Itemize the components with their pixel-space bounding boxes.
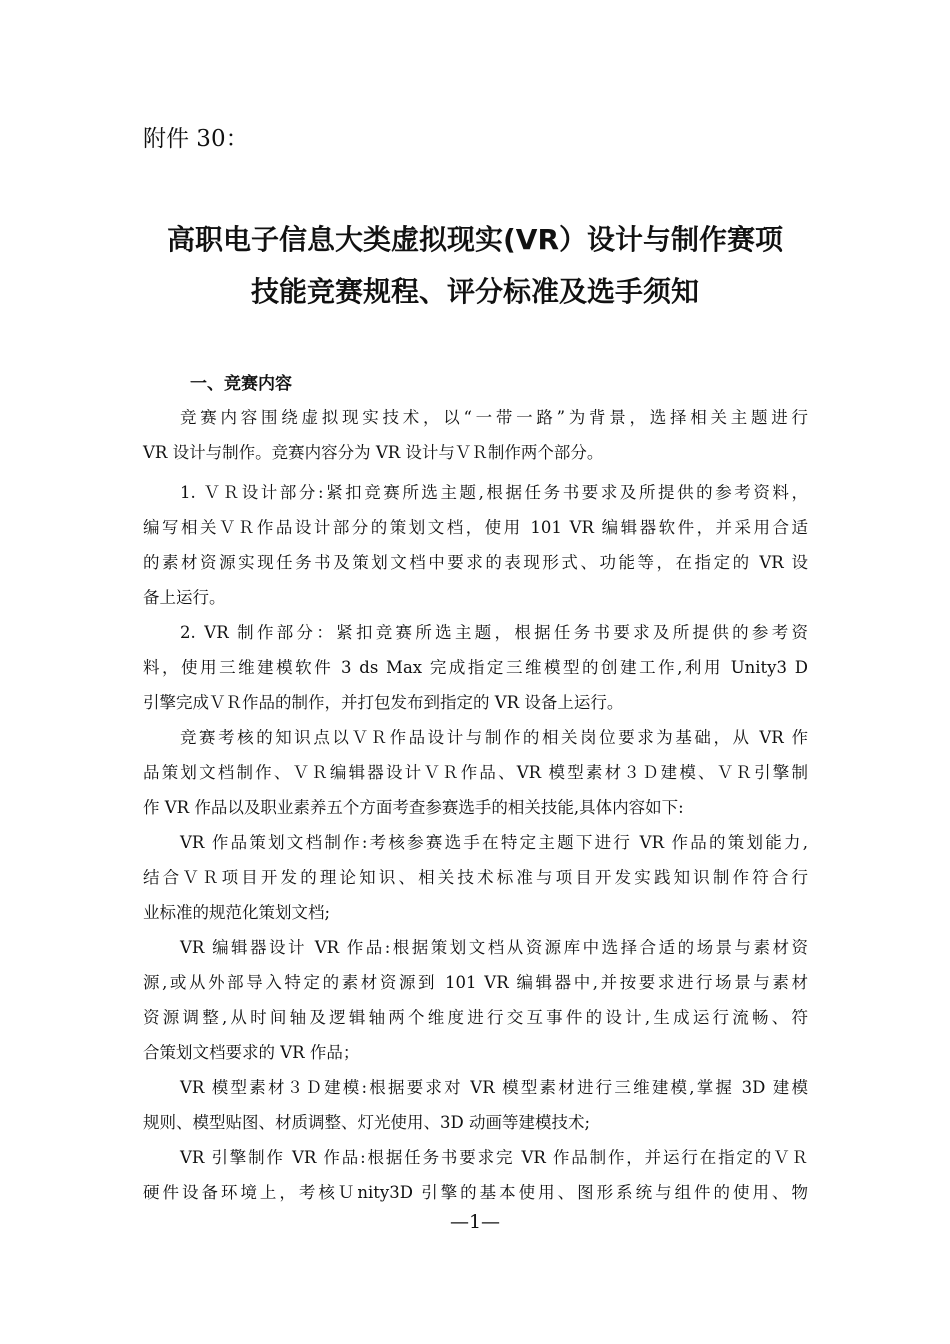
body-line: 备上运行。 (143, 588, 226, 607)
document-title-line-2: 技能竞赛规程、评分标准及选手须知 (250, 275, 699, 308)
body-line: VR 引擎制作 VR 作品:根据任务书要求完 VR 作品制作，并运行在指定的ＶＲ (180, 1148, 808, 1167)
body-line: 合策划文档要求的 VR 作品； (143, 1043, 360, 1062)
body-line: 业标准的规范化策划文档; (143, 903, 331, 922)
body-line: 料，使用三维建模软件 3 ds Max 完成指定三维模型的创建工作,利用 Unity3 D (143, 658, 808, 677)
body-line: 作 VR 作品以及职业素养五个方面考查参赛选手的相关技能,具体内容如下: (143, 798, 684, 817)
attachment-label: 附件 30： (143, 126, 249, 152)
body-line: 竞赛考核的知识点以ＶＲ作品设计与制作的相关岗位要求为基础，从 VR 作 (180, 728, 808, 747)
body-line: 结合ＶＲ项目开发的理论知识、相关技术标准与项目开发实践知识制作符合行 (143, 868, 808, 887)
body-line: VR 模型素材３Ｄ建模:根据要求对 VR 模型素材进行三维建模,掌握 3D 建模 (180, 1078, 808, 1097)
body-line: 竞赛内容围绕虚拟现实技术，以“一带一路”为背景，选择相关主题进行 (180, 408, 808, 427)
body-line: 1. ＶＲ设计部分:紧扣竞赛所选主题,根据任务书要求及所提供的参考资料， (180, 483, 808, 502)
body-line: 编写相关ＶＲ作品设计部分的策划文档，使用 101 VR 编辑器软件，并采用合适 (143, 518, 808, 537)
body-line: VR 作品策划文档制作:考核参赛选手在特定主题下进行 VR 作品的策划能力, (180, 833, 808, 852)
body-line: VR 设计与制作。竞赛内容分为 VR 设计与ＶＲ制作两个部分。 (143, 443, 604, 462)
document-title-line-1: 高职电子信息大类虚拟现实(VR）设计与制作赛项 (166, 223, 784, 256)
section-heading: 一、竞赛内容 (190, 374, 292, 394)
body-line: 源,或从外部导入特定的素材资源到 101 VR 编辑器中,并按要求进行场景与素材 (143, 973, 808, 992)
body-line: 规则、模型贴图、材质调整、灯光使用、3D 动画等建模技术; (143, 1113, 591, 1132)
body-line: 资源调整,从时间轴及逻辑轴两个维度进行交互事件的设计,生成运行流畅、符 (143, 1008, 808, 1027)
page-number: —1— (449, 1211, 501, 1233)
body-line: 的素材资源实现任务书及策划文档中要求的表现形式、功能等，在指定的 VR 设 (143, 553, 808, 572)
body-line: VR 编辑器设计 VR 作品:根据策划文档从资源库中选择合适的场景与素材资 (180, 938, 808, 957)
body-line: 硬件设备环境上，考核Ｕnity3D 引擎的基本使用、图形系统与组件的使用、物 (143, 1183, 808, 1202)
body-line: 2. VR 制作部分：紧扣竞赛所选主题，根据任务书要求及所提供的参考资 (180, 623, 808, 642)
body-line: 品策划文档制作、ＶＲ编辑器设计ＶＲ作品、VR 模型素材３Ｄ建模、ＶＲ引擎制 (143, 763, 808, 782)
body-line: 引擎完成ＶＲ作品的制作，并打包发布到指定的 VR 设备上运行。 (143, 693, 624, 712)
